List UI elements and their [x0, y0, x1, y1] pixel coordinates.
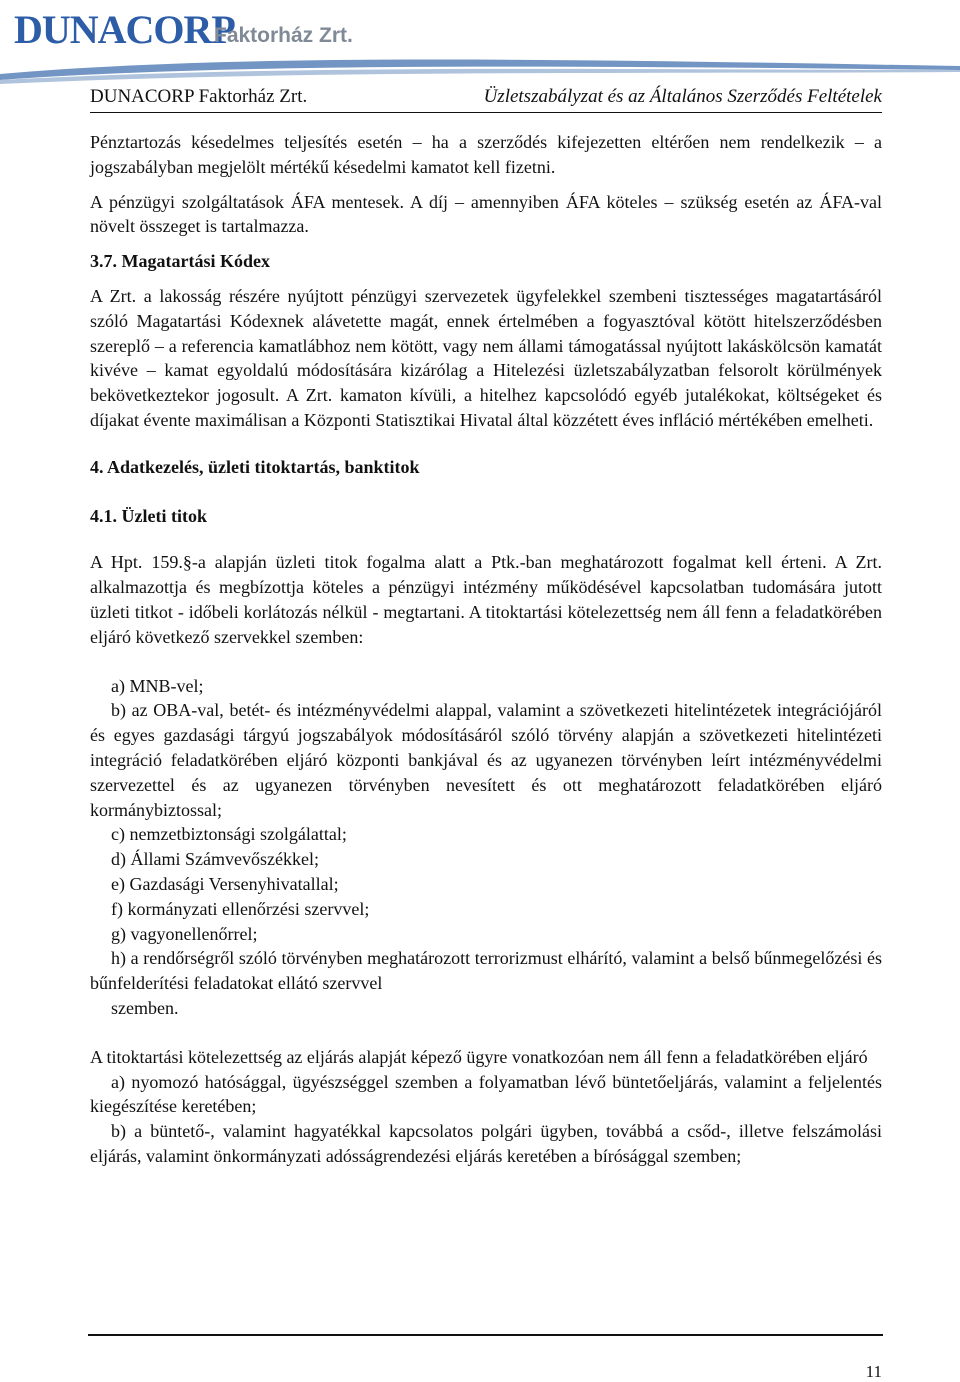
list-item: c) nemzetbiztonsági szolgálattal;: [111, 824, 347, 845]
list-item: a) nyomozó hatósággal, ügyészséggel szemben a folyamatban lévő büntetőeljárás, valamint a feljelentés kiegészítése keretében;: [90, 1071, 882, 1117]
heading-4: 4. Adatkezelés, üzleti titoktartás, banktitok: [90, 456, 420, 477]
logo-swoosh-graphic: [0, 40, 960, 90]
header-document-title: Üzletszabályzat és az Általános Szerződés Feltételek: [483, 86, 882, 107]
paragraph-code-of-conduct: A Zrt. a lakosság részére nyújtott pénzügyi szervezetek ügyfelekkel szembeni tisztességes magatartásáról szóló Magatartási Kódexnek alávetette magát, ennek értelmében a fogyasztóval kötött hitelszerződésben szereplő – a referencia kamatlábhoz nem kötött, vagy nem állami támogatással nyújtott lakáskölcsön kamatát kivéve – kamat egyoldalú módosítására kizárólag a Hitelezési üzletszabályzatban felsorolt körülmények bekövetkeztekor jogosult. A Zrt. kamaton kívüli, a hitelhez kapcsolódó egyéb jutalékokat, költségeket és díjakat évente maximálisan a Központi Statisztikai Hivatal által közzétett éves infláció mértékében emelheti.: [90, 285, 882, 430]
list-item: f) kormányzati ellenőrzési szervvel;: [111, 898, 370, 919]
list-end-text: szemben.: [111, 997, 179, 1018]
document-body: [90, 130, 882, 1169]
page-header: [90, 86, 882, 113]
list-item: b) az OBA-val, betét- és intézményvédelmi alappal, valamint a szövetkezeti hitelintézetek integrációjáról és egyes gazdasági tárgyú jogszabályok módosításáról szóló törvény alapján a szövetkezeti hitelintézeti integráció feladatkörében eljáró központi bankjával és az ugyanezen törvényben leírt intézményvédelmi szervezettel és az ugyanezen törvényben nevesített és ott meghatározott feladatkörében eljáró kormánybiztossal;: [90, 700, 882, 820]
list-item: b) a büntető-, valamint hagyatékkal kapcsolatos polgári ügyben, továbbá a csőd-, illetve felszámolási eljárás, valamint önkormányzati adósságrendezési eljárás keretében a bírósággal szemben;: [90, 1121, 882, 1166]
heading-4-1: 4.1. Üzleti titok: [90, 505, 207, 526]
list-item: g) vagyonellenőrrel;: [111, 923, 258, 944]
paragraph-business-secret: A Hpt. 159.§-a alapján üzleti titok fogalma alatt a Ptk.-ban meghatározott fogalmat kell érteni. A Zrt. alkalmazottja és megbízottja köteles a pénzügyi intézmény működésével kapcsolatban tudomására jutott üzleti titkot - időbeli korlátozás nélkül - megtartani. A titoktartási kötelezettség nem áll fenn a feladatkörében eljáró következő szervekkel szemben:: [90, 552, 882, 647]
list-item: d) Állami Számvevőszékkel;: [111, 849, 319, 870]
list-item: h) a rendőrségről szóló törvényben meghatározott terrorizmust elhárító, valamint a belső bűnmegelőzési és bűnfelderítési feladatokat ellátó szervvel: [90, 948, 882, 994]
footer-divider: [88, 1334, 883, 1336]
page-number: 11: [865, 1362, 882, 1381]
list-item: a) MNB-vel;: [111, 675, 204, 696]
paragraph-vat: A pénzügyi szolgáltatások ÁFA mentesek. A díj – amennyiben ÁFA köteles – szükség esetén az ÁFA-val növelt összeget is tartalmazza.: [90, 191, 882, 237]
paragraph-secrecy-exception: A titoktartási kötelezettség az eljárás alapját képező ügyre vonatkozóan nem áll fenn a feladatkörében eljáró: [90, 1046, 868, 1067]
logo-sub-text: Faktorház Zrt.: [214, 24, 353, 47]
heading-3-7: 3.7. Magatartási Kódex: [90, 251, 270, 272]
list-item: e) Gazdasági Versenyhivatallal;: [111, 873, 339, 894]
header-company: DUNACORP Faktorház Zrt.: [90, 86, 308, 107]
paragraph-late-payment: Pénztartozás késedelmes teljesítés esetén – ha a szerződés kifejezetten eltérően nem rendelkezik – a jogszabályban megjelölt mértékű késedelmi kamatot kell fizetni.: [90, 132, 882, 177]
logo-brand-text: DUNACORP: [14, 7, 235, 52]
